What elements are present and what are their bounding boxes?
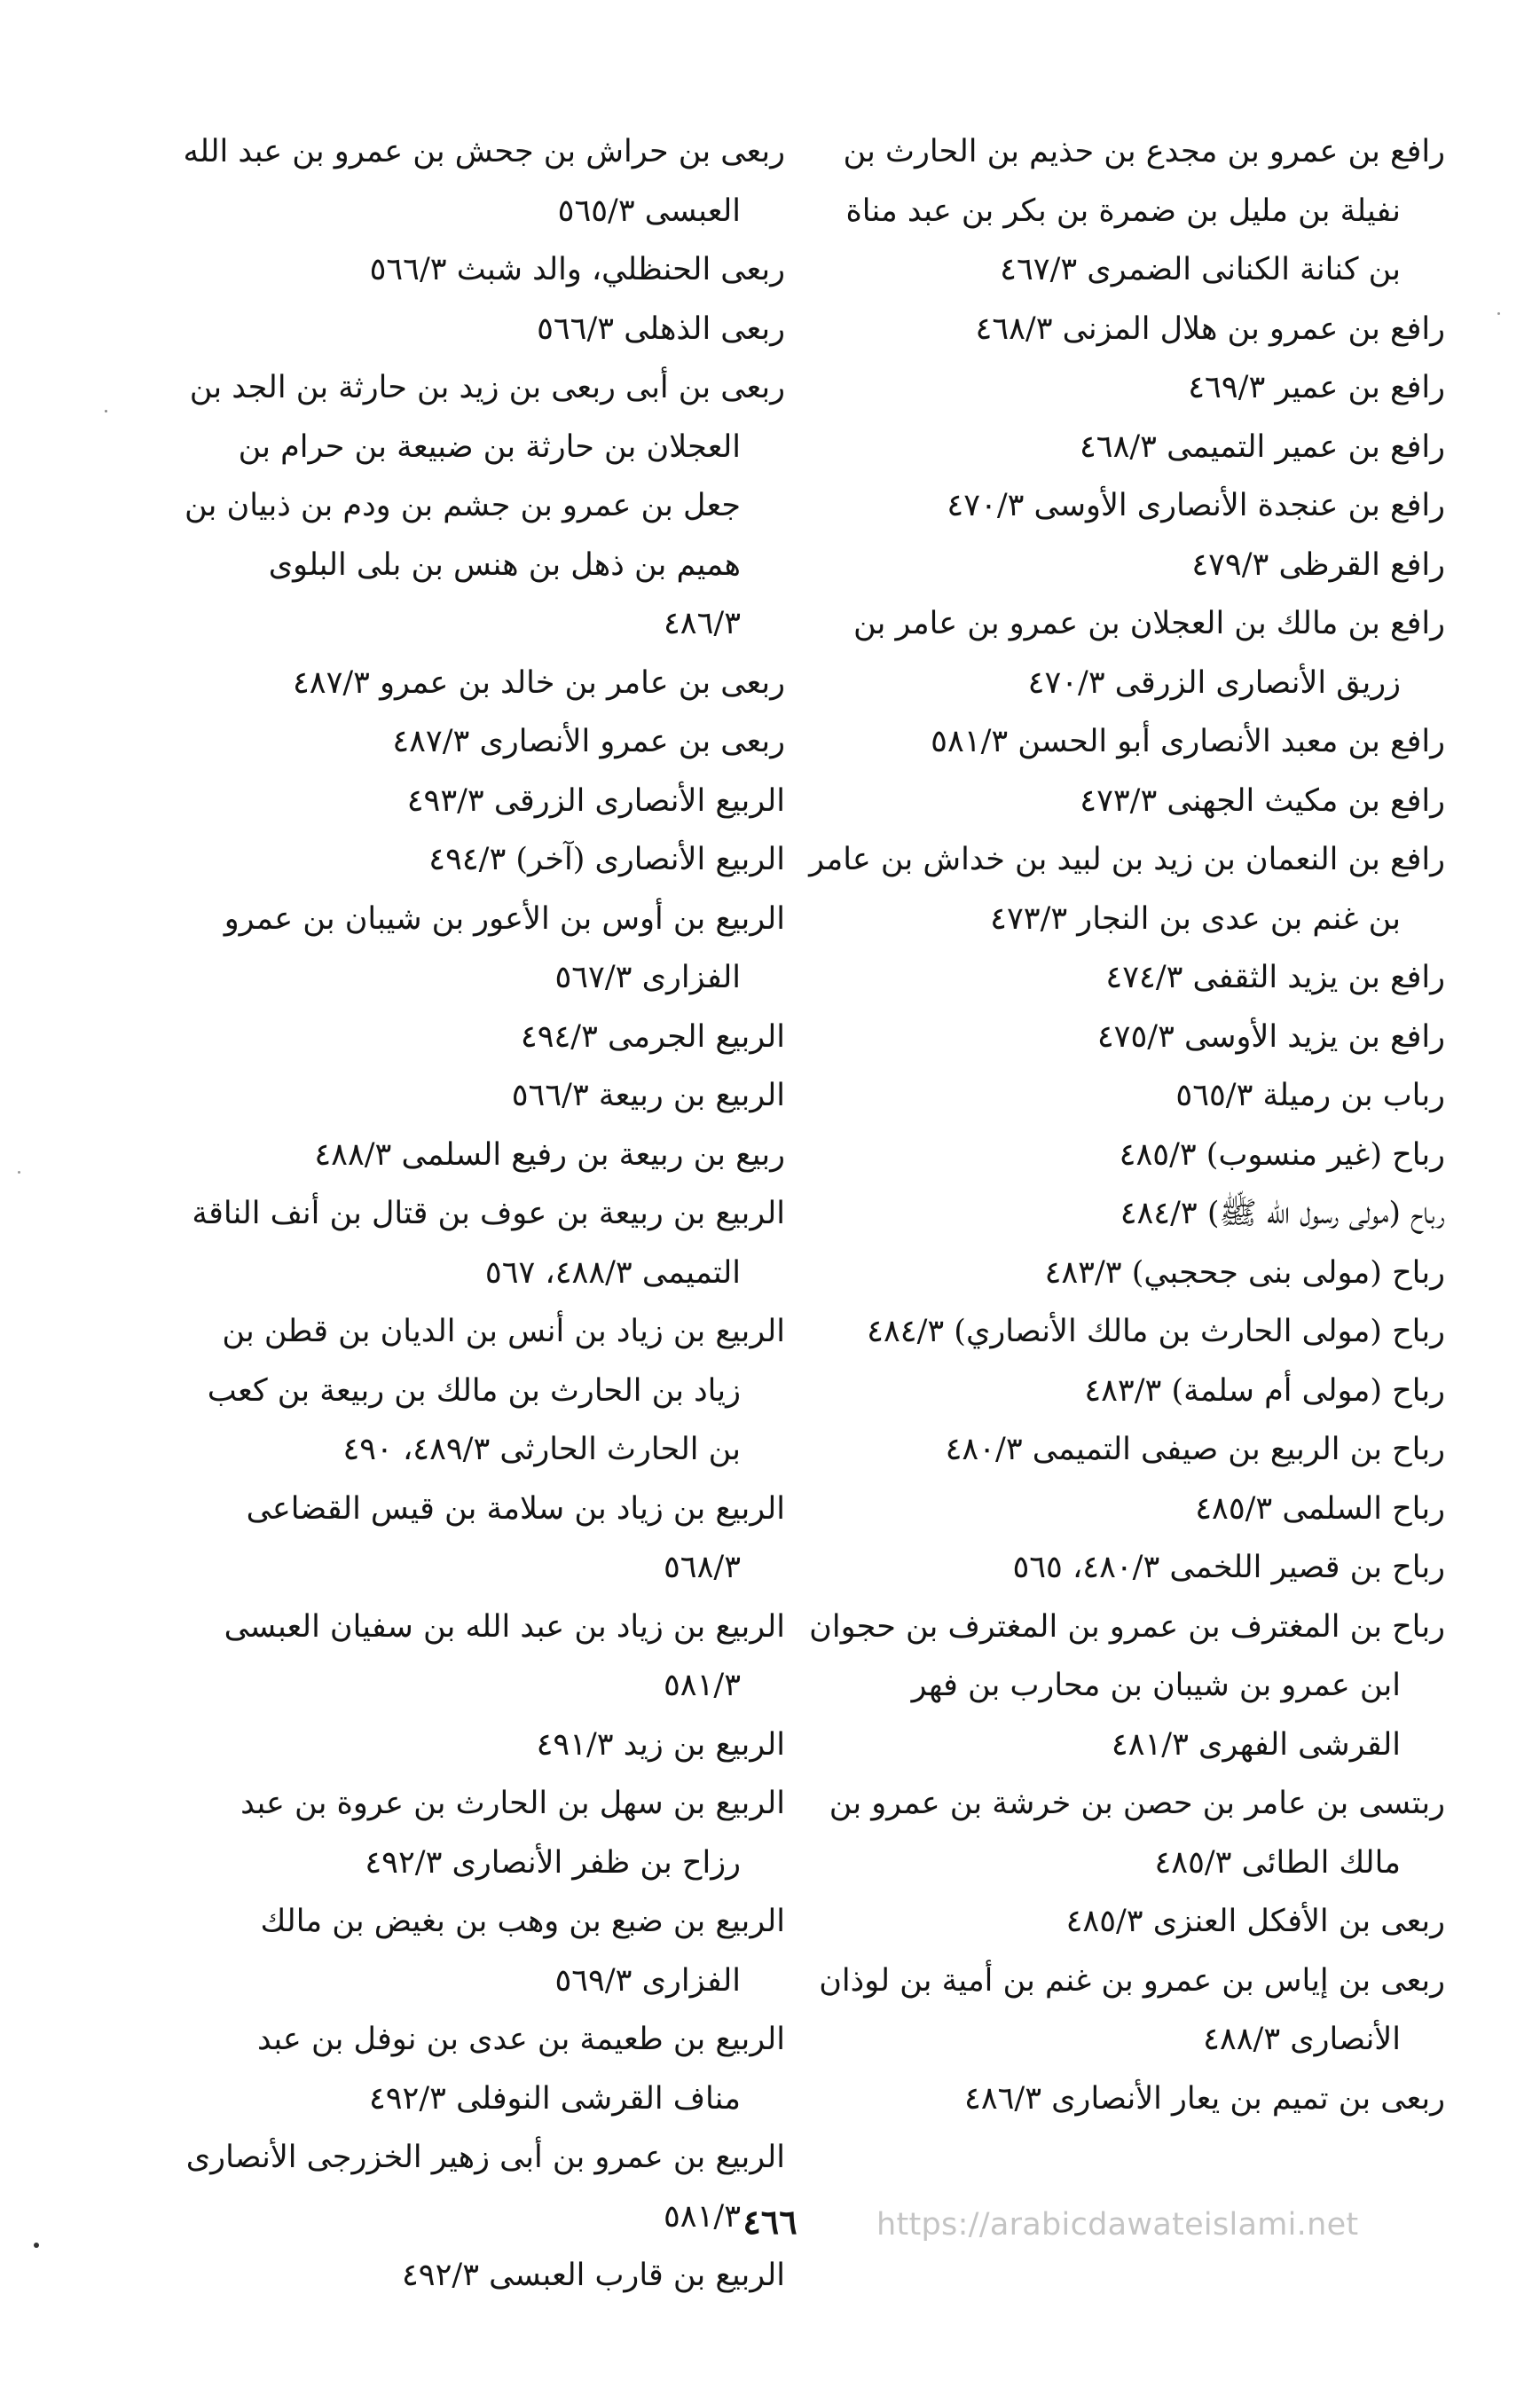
index-entry: الربيع بن زيد ٤٩١/٣ (536, 1726, 785, 1763)
index-entry: الربيع بن ربيعة ٥٦٦/٣ (511, 1078, 785, 1113)
index-entry: ربعى بن إياس بن عمرو بن غنم بن أمية بن لوذان الأنصارى ٤٨٨/٣ (819, 1962, 1445, 2057)
index-entry: رباح السلمى ٤٨٥/٣ (1195, 1490, 1445, 1527)
index-entry: الربيع الأنصارى (آخر) ٤٩٤/٣ (428, 842, 785, 877)
index-entry: ربعى بن عامر بن خالد بن عمرو ٤٨٧/٣ (292, 664, 785, 701)
index-column-left (182, 122, 785, 2306)
index-entry: الربيع بن زياد بن سلامة بن قيس القضاعى ٥٦٨/٣ (246, 1490, 785, 1585)
page-number: ٤٦٦ (742, 2202, 798, 2242)
index-entry: الربيع الجرمى ٤٩٤/٣ (520, 1018, 785, 1055)
index-entry: الربيع بن قارب العبسى ٤٩٢/٣ (402, 2258, 785, 2293)
index-entry: ربيع بن ربيعة بن رفيع السلمى ٤٨٨/٣ (314, 1136, 785, 1173)
index-entry: ربعى بن تميم بن يعار الأنصارى ٤٨٦/٣ (964, 2080, 1445, 2117)
index-entry: رافع بن يزيد الأوسى ٤٧٥/٣ (1096, 1018, 1445, 1055)
index-entry: رافع بن عمير ٤٦٩/٣ (1188, 370, 1445, 405)
index-entry: ربعى بن عمرو الأنصارى ٤٨٧/٣ (392, 724, 785, 759)
index-entry: رباح (غير منسوب) ٤٨٥/٣ (1119, 1136, 1445, 1173)
index-entry: ربعى بن الأفكل العنزى ٤٨٥/٣ (1065, 1904, 1445, 1939)
index-entry: ربتسى بن عامر بن حصن بن خرشة بن عمرو بن مالك الطائى ٤٨٥/٣ (829, 1786, 1445, 1881)
index-entry: رباح (مولى بنى جحجبي) ٤٨٣/٣ (1044, 1254, 1445, 1291)
index-entry: الربيع بن عمرو بن أبى زهير الخزرجى الأنصارى ٥٨١/٣ (185, 2140, 785, 2235)
index-entry: ربعى بن حراش بن جحش بن عمرو بن عبد الله العبسى ٥٦٥/٣ (183, 134, 785, 229)
index-entry: رافع بن معبد الأنصارى أبو الحسن ٥٨١/٣ (931, 724, 1445, 759)
index-entry: رافع بن مالك بن العجلان بن عمرو بن عامر بن زريق الأنصارى الزرقى ٤٧٠/٣ (853, 606, 1445, 701)
scan-speck (105, 410, 107, 412)
index-entry: ربعى الحنظلي، والد شبث ٥٦٦/٣ (369, 252, 785, 287)
index-entry: رافع بن عنجدة الأنصارى الأوسى ٤٧٠/٣ (947, 488, 1445, 523)
index-entry: ربعى الذهلى ٥٦٦/٣ (537, 310, 785, 347)
index-entry: رافع بن عمرو بن هلال المزنى ٤٦٨/٣ (975, 310, 1445, 347)
index-entry: رافع بن عمرو بن مجدع بن حذيم بن الحارث بن نفيلة بن مليل بن ضمرة بن بكر بن عبد مناة بن كنانة الكنانى الضمرى ٤٦٧/٣ (843, 134, 1445, 287)
index-entry: رافع القرظى ٤٧٩/٣ (1191, 546, 1445, 583)
watermark-url: https://arabicdawateislami.net (876, 2207, 1359, 2243)
index-entry: رباح بن الربيع بن صيفى التميمى ٤٨٠/٣ (945, 1432, 1445, 1467)
index-entry: رباح (مولى أم سلمة) ٤٨٣/٣ (1084, 1372, 1445, 1409)
index-entry: الربيع بن أوس بن الأعور بن شيبان بن عمرو الفزارى ٥٦٧/٣ (224, 900, 785, 995)
index-entry: رباب بن رميلة ٥٦٥/٣ (1175, 1078, 1445, 1113)
index-entry: الربيع بن ضبع بن وهب بن بغيض بن مالك الفزارى ٥٦٩/٣ (260, 1904, 785, 1999)
index-entry: رافع بن النعمان بن زيد بن لبيد بن خداش بن عامر بن غنم بن عدى بن النجار ٤٧٣/٣ (809, 842, 1445, 937)
index-entry: الربيع بن زياد بن عبد الله بن سفيان العبسى ٥٨١/٣ (224, 1608, 785, 1703)
index-entry: الربيع بن طعيمة بن عدى بن نوفل بن عبد مناف القرشى النوفلى ٤٩٢/٣ (257, 2022, 785, 2117)
index-entry: رباح بن المغترف بن عمرو بن المغترف بن حجوان ابن عمرو بن شيبان بن محارب بن فهر القرشى الفهرى ٤٨١/٣ (809, 1608, 1445, 1763)
index-entry: رافع بن مكيث الجهنى ٤٧٣/٣ (1080, 782, 1445, 819)
scan-speck (34, 2243, 39, 2248)
scan-speck (1497, 312, 1500, 315)
index-entry: رباح (مولى الحارث بن مالك الأنصاري) ٤٨٤/٣ (867, 1314, 1445, 1349)
index-entry: رافع بن عمير التميمى ٤٦٨/٣ (1079, 428, 1445, 465)
index-entry: الربيع بن ربيعة بن عوف بن قتال بن أنف الناقة التميمى ٤٨٨/٣، ٥٦٧ (192, 1196, 785, 1291)
index-entry: رافع بن يزيد الثقفى ٤٧٤/٣ (1105, 960, 1445, 995)
index-entry: رباح (مولى رسول الله ﷺ) ٤٨٤/٣ (1120, 1196, 1445, 1231)
index-column-right (806, 122, 1445, 2128)
index-entry: الربيع بن زياد بن أنس بن الديان بن قطن بن زياد بن الحارث بن مالك بن ربيعة بن كعب بن الحارث الحارثى ٤٨٩/٣، ٤٩٠ (207, 1314, 785, 1467)
index-entry: الربيع الأنصارى الزرقى ٤٩٣/٣ (406, 782, 785, 819)
scan-speck (18, 1171, 20, 1174)
index-entry: ربعى بن أبى ربعى بن زيد بن حارثة بن الجد بن العجلان بن حارثة بن ضبيعة بن حرام بن جعل بن عمرو بن جشم بن ودم بن ذبيان بن هميم بن ذهل بن هنس بن بلى البلوى ٤٨٦/٣ (185, 370, 785, 641)
index-entry: رباح بن قصير اللخمى ٤٨٠/٣، ٥٦٥ (1012, 1550, 1445, 1585)
index-entry: الربيع بن سهل بن الحارث بن عروة بن عبد رزاح بن ظفر الأنصارى ٤٩٢/٣ (240, 1786, 785, 1881)
